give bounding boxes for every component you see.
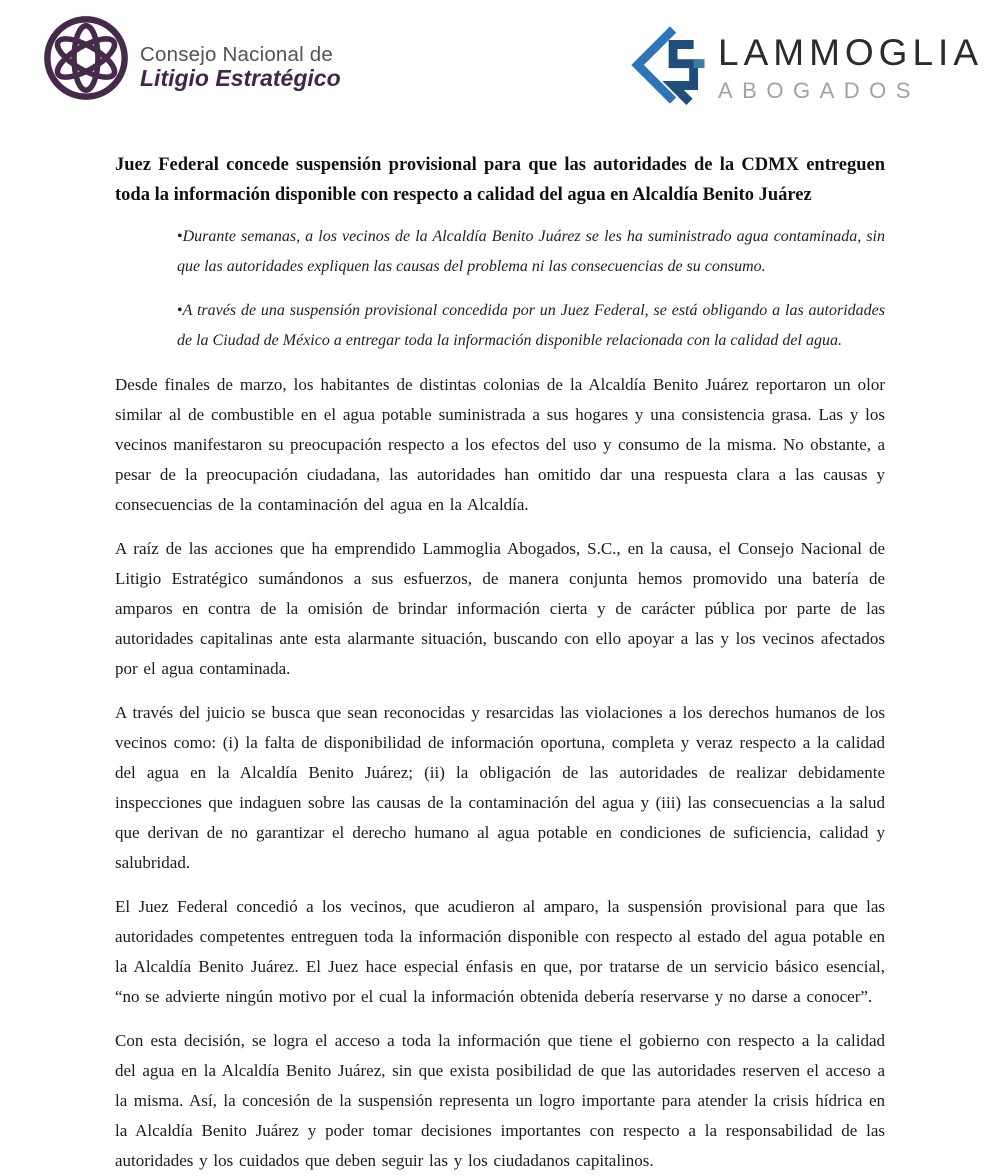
page-header <box>0 0 1000 118</box>
bullet-icon: • <box>177 228 183 245</box>
paragraph: A través del juicio se busca que sean reconocidas y resarcidas las violaciones a los derechos humanos de los vecinos como: (i) la falta de disponibilidad de información oportuna, completa y veraz respecto a la calidad del agua en la Alcaldía Benito Juárez; (ii) la obligación de las autoridades de realizar debidamente inspecciones que indaguen sobre las causas de la contaminación del agua y (iii) las consecuencias a la salud que derivan de no garantizar el derecho humano al agua potable en condiciones de suficiencia, calidad y salubridad. <box>115 703 885 872</box>
document-body <box>0 118 1000 1176</box>
lammoglia-wordmark: LAMMOGLIA <box>718 32 983 73</box>
bullet-item <box>177 222 885 282</box>
lammoglia-subtitle: ABOGADOS <box>718 78 920 103</box>
bullet-item <box>177 296 885 356</box>
paragraph: Desde finales de marzo, los habitantes de distintas colonias de la Alcaldía Benito Juárez reportaron un olor similar al de combustible en el agua potable suministrada a sus hogares y una consistencia grasa. Las y los vecinos manifestaron su preocupación respecto a los efectos del uso y consumo de la misma. No obstante, a pesar de la preocupación ciudadana, las autoridades han omitido dar una respuesta clara a las causas y consecuencias de la contaminación del agua en la Alcaldía. <box>115 375 885 514</box>
lammoglia-name <box>718 24 983 111</box>
paragraph: Con esta decisión, se logra el acceso a toda la información que tiene el gobierno con respecto a la calidad del agua en la Alcaldía Benito Juárez, sin que exista posibilidad de que las autoridades reserven el acceso a la misma. Así, la concesión de la suspensión representa un logro importante para atender la crisis hídrica en la Alcaldía Benito Juárez y poder tomar decisiones importantes con respecto a la responsabilidad de las autoridades y los cuidados que deben seguir las y los ciudadanos capitalinos. <box>115 1031 885 1170</box>
cnle-name <box>140 30 341 91</box>
cnle-name-line1: Consejo Nacional de <box>140 43 333 67</box>
paragraph: A raíz de las acciones que ha emprendido Lammoglia Abogados, S.C., en la causa, el Consejo Nacional de Litigio Estratégico sumándonos a sus esfuerzos, de manera conjunta hemos promovido una batería de amparos en contra de la omisión de brindar información cierta y de carácter pública por parte de las autoridades capitalinas ante esta alarmante situación, buscando con ello apoyar a las y los vecinos afectados por el agua contaminada. <box>115 539 885 678</box>
bullet-text: Durante semanas, a los vecinos de la Alcaldía Benito Juárez se les ha suministrado agua contaminada, sin que las autoridades expliquen las causas del problema ni las consecuencias de su consumo. <box>177 228 885 275</box>
bullet-list <box>177 222 885 356</box>
lammoglia-logo <box>628 24 983 111</box>
bullet-text: A través de una suspensión provisional concedida por un Juez Federal, se está obligando a las autoridades de la Ciudad de México a entregar toda la información disponible relacionada con la calidad del agua. <box>177 302 885 349</box>
lammoglia-icon <box>628 24 710 111</box>
cnle-emblem-icon <box>40 12 132 109</box>
bullet-icon: • <box>177 302 183 319</box>
document-title: Juez Federal concede suspensión provisional para que las autoridades de la CDMX entreguen toda la información disponible con respecto a calidad del agua en Alcaldía Benito Juárez <box>115 155 885 205</box>
cnle-name-line2: Litigio Estratégico <box>140 65 341 92</box>
cnle-logo <box>40 12 341 109</box>
paragraph: El Juez Federal concedió a los vecinos, que acudieron al amparo, la suspensión provisional para que las autoridades competentes entreguen toda la información disponible con respecto al estado del agua potable en la Alcaldía Benito Juárez. El Juez hace especial énfasis en que, por tratarse de un servicio básico esencial, “no se advierte ningún motivo por el cual la información obtenida debería reservarse y no darse a conocer”. <box>115 897 885 1006</box>
